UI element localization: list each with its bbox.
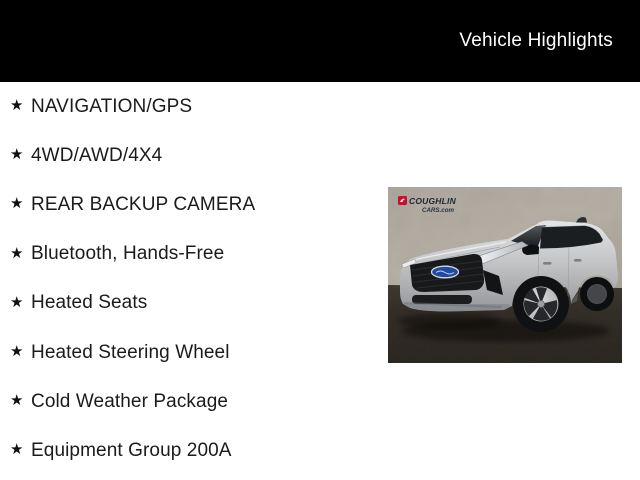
feature-label: NAVIGATION/GPS (31, 95, 193, 117)
star-icon: ★ (10, 146, 24, 164)
feature-item (0, 279, 380, 328)
feature-list (0, 82, 380, 476)
feature-item (0, 377, 380, 426)
star-icon: ★ (10, 441, 24, 459)
feature-item (0, 180, 380, 229)
feature-label: REAR BACKUP CAMERA (31, 193, 256, 215)
header-bar (0, 0, 640, 82)
star-icon: ★ (10, 343, 24, 361)
car-front-wheel (513, 276, 569, 332)
feature-label: Equipment Group 200A (31, 439, 232, 461)
feature-label: Heated Steering Wheel (31, 341, 230, 363)
feature-label: Cold Weather Package (31, 390, 229, 412)
star-icon: ★ (10, 195, 24, 213)
feature-label: Bluetooth, Hands-Free (31, 243, 225, 265)
star-icon: ★ (10, 293, 24, 311)
car-rear-wheel (580, 277, 614, 311)
feature-item (0, 328, 380, 377)
feature-item (0, 131, 380, 180)
dealer-logo-name: COUGHLIN (409, 196, 456, 206)
feature-item (0, 82, 380, 131)
feature-item (0, 426, 380, 475)
page-title: Vehicle Highlights (459, 30, 613, 51)
star-icon: ★ (10, 97, 24, 115)
star-icon: ★ (10, 244, 24, 262)
feature-label: Heated Seats (31, 292, 148, 314)
car-lower-intake (412, 295, 472, 304)
vehicle-photo (388, 187, 622, 363)
feature-item (0, 230, 380, 279)
dealer-logo-domain: CARS.com (422, 207, 454, 214)
feature-label: 4WD/AWD/4X4 (31, 144, 163, 166)
star-icon: ★ (10, 392, 24, 410)
